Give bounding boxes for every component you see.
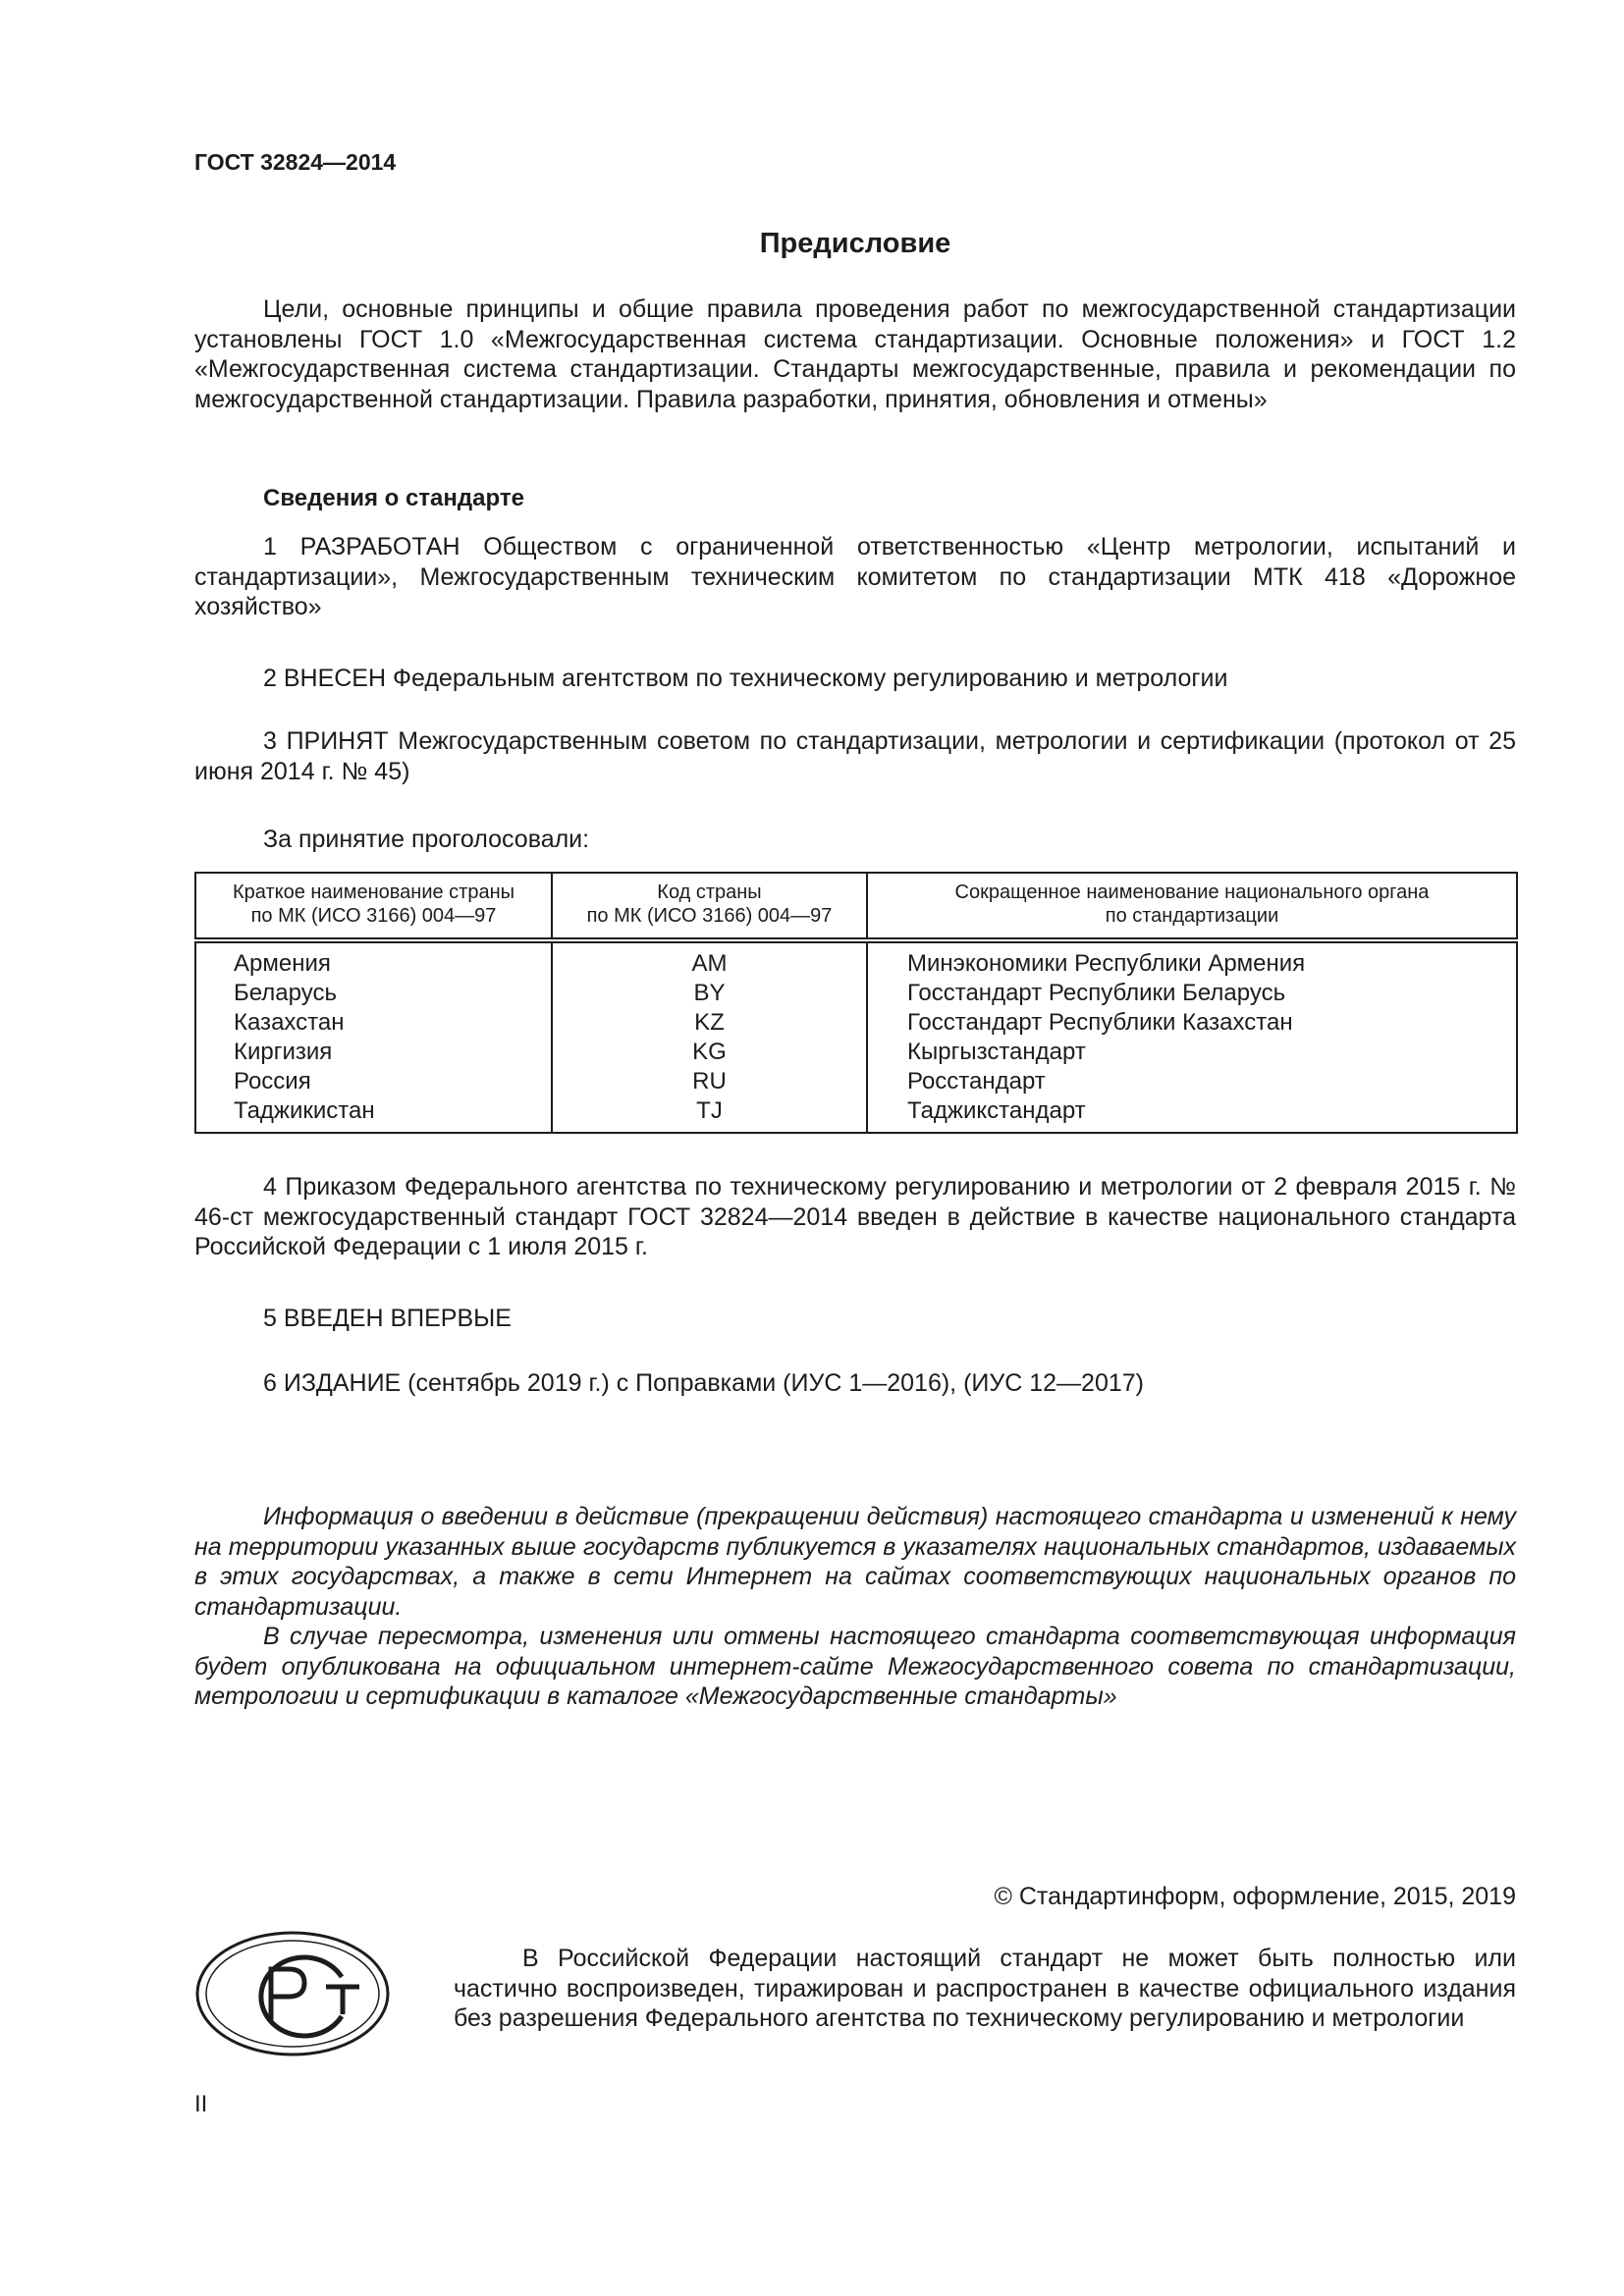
page-number: II: [194, 2091, 208, 2117]
rst-certification-logo: [194, 1930, 391, 2057]
table-row: [195, 1096, 1517, 1133]
notice-paragraph-2: В случае пересмотра, изменения или отмены настоящего стандарта соответствующая информация будет опубликована на официальном интернет-сайте Межгосударственного совета по стандартизации, метрологии и сертификации в каталоге «Межгосударственные стандарты»: [194, 1623, 1516, 1710]
rights-notice: В Российской Федерации настоящий стандарт не может быть полностью или частично воспроизведен, тиражирован и распространен в качестве официального издания без разрешения Федерального агентства по техническому регулированию и метрологии: [454, 1945, 1516, 2032]
country-name-cell: Казахстан: [195, 1008, 552, 1038]
national-body-cell: Таджикстандарт: [867, 1096, 1517, 1133]
table-row: [195, 979, 1517, 1008]
country-code-cell: RU: [552, 1067, 867, 1096]
national-body-cell: Росстандарт: [867, 1067, 1517, 1096]
voted-label: За принятие проголосовали:: [263, 826, 590, 853]
header-line: Краткое наименование страны: [232, 881, 515, 903]
header-line: Код страны: [657, 881, 762, 903]
header-line: по МК (ИСО 3166) 004—97: [586, 905, 833, 927]
table-row: [195, 1038, 1517, 1067]
table-header-row: [195, 873, 1517, 940]
national-body-cell: Минэкономики Республики Армения: [867, 940, 1517, 979]
national-body-cell: Госстандарт Республики Беларусь: [867, 979, 1517, 1008]
item-4-paragraph: 4 Приказом Федерального агентства по техническому регулированию и метрологии от 2 февраля 2015 г. № 46-ст межгосударственный стандарт ГОСТ 32824—2014 введен в действие в качестве национального стандарта Российской Федерации с 1 июля 2015 г.: [194, 1173, 1516, 1260]
info-heading: Сведения о стандарте: [263, 485, 524, 511]
country-code-cell: AM: [552, 940, 867, 979]
table-row: [195, 1067, 1517, 1096]
intro-paragraph: Цели, основные принципы и общие правила проведения работ по межгосударственной стандартизации установлены ГОСТ 1.0 «Межгосударственная система стандартизации. Основные положения» и ГОСТ 1.2 «Межгосударственная система стандартизации. Стандарты межгосударственные, правила и рекомендации по межгосударственной стандартизации. Правила разработки, принятия, обновления и отмены»: [194, 295, 1516, 413]
country-name-cell: Таджикистан: [195, 1096, 552, 1133]
header-country-code: [552, 873, 867, 940]
header-national-body: [867, 873, 1517, 940]
page-title: Предисловие: [759, 228, 951, 259]
header-line: по МК (ИСО 3166) 004—97: [250, 905, 497, 927]
country-code-cell: BY: [552, 979, 867, 1008]
item-2-paragraph: 2 ВНЕСЕН Федеральным агентством по техническому регулированию и метрологии: [263, 665, 1228, 692]
country-code-cell: KG: [552, 1038, 867, 1067]
header-country-name: [195, 873, 552, 940]
table-row: [195, 1008, 1517, 1038]
national-body-cell: Госстандарт Республики Казахстан: [867, 1008, 1517, 1038]
header-line: Сокращенное наименование национального органа: [954, 881, 1430, 903]
item-5-paragraph: 5 ВВЕДЕН ВПЕРВЫЕ: [263, 1305, 512, 1332]
country-code-cell: TJ: [552, 1096, 867, 1133]
country-name-cell: Россия: [195, 1067, 552, 1096]
country-name-cell: Киргизия: [195, 1038, 552, 1067]
country-name-cell: Беларусь: [195, 979, 552, 1008]
item-3-paragraph: 3 ПРИНЯТ Межгосударственным советом по стандартизации, метрологии и сертификации (протокол от 25 июня 2014 г. № 45): [194, 727, 1516, 785]
table-row: [195, 940, 1517, 979]
voting-table: [194, 872, 1518, 1134]
document-code: ГОСТ 32824—2014: [194, 149, 397, 175]
item-1-paragraph: 1 РАЗРАБОТАН Обществом с ограниченной ответственностью «Центр метрологии, испытаний и стандартизации», Межгосударственным техническим комитетом по стандартизации МТК 418 «Дорожное хозяйство»: [194, 533, 1516, 620]
national-body-cell: Кыргызстандарт: [867, 1038, 1517, 1067]
header-line: по стандартизации: [1105, 905, 1279, 927]
country-name-cell: Армения: [195, 940, 552, 979]
copyright-notice: © Стандартинформ, оформление, 2015, 2019: [994, 1883, 1516, 1910]
item-6-paragraph: 6 ИЗДАНИЕ (сентябрь 2019 г.) с Поправками (ИУС 1—2016), (ИУС 12—2017): [263, 1369, 1144, 1397]
notice-paragraph-1: Информация о введении в действие (прекращении действия) настоящего стандарта и изменений к нему на территории указанных выше государств публикуется в указателях национальных стандартов, издаваемых в этих государствах, а также в сети Интернет на сайтах соответствующих национальных органов по стандартизации.: [194, 1503, 1516, 1621]
country-code-cell: KZ: [552, 1008, 867, 1038]
